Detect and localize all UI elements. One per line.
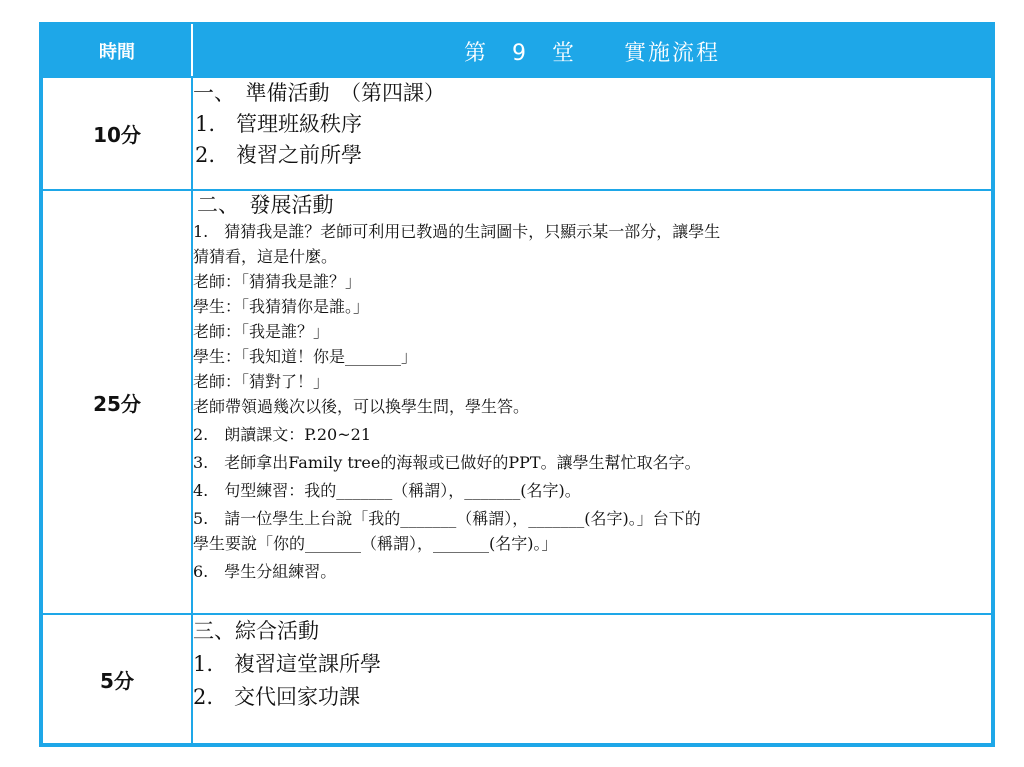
activity-line: 1. 管理班級秩序 (195, 112, 363, 136)
activity-heading: 三、綜合活動 (193, 619, 319, 643)
activity-line: 1. 猜猜我是誰？老師可利用已教過的生詞圖卡，只顯示某一部分，讓學生 (193, 222, 721, 241)
activity-line: 1. 複習這堂課所學 (193, 652, 382, 676)
lesson-plan-table (39, 22, 995, 747)
dialogue-line: 學生：「我知道！你是_______」 (193, 347, 418, 366)
dialogue-line: 老師：「我是誰？」 (193, 322, 330, 341)
activity-line: 5. 請一位學生上台說「我的_______（稱謂），_______(名字)。」台下的 (193, 509, 701, 528)
activity-line: 2. 複習之前所學 (195, 143, 363, 167)
plan-grid (41, 24, 993, 745)
dialogue-line: 學生：「我猜猜你是誰。」 (193, 297, 370, 316)
time-column-header: 時間 (42, 25, 192, 77)
activity-line: 2. 朗讀課文：P.20~21 (193, 425, 372, 444)
activity-line: 6. 學生分組練習。 (193, 562, 337, 581)
activity-cell (192, 614, 992, 744)
table-row (42, 190, 992, 614)
activity-line: 猜猜看，這是什麼。 (193, 247, 338, 266)
header-row (42, 25, 992, 77)
activity-line: 4. 句型練習：我的_______（稱謂），_______(名字)。 (193, 481, 581, 500)
activity-cell (192, 190, 992, 614)
dialogue-line: 老師：「猜對了！」 (193, 372, 330, 391)
table-row (42, 614, 992, 744)
time-cell: 10分 (42, 77, 192, 190)
activity-line: 2. 交代回家功課 (193, 685, 361, 709)
activity-line: 3. 老師拿出Family tree的海報或已做好的PPT。讓學生幫忙取名字。 (193, 453, 701, 472)
table-row (42, 77, 992, 190)
activity-line: 學生要說「你的_______（稱謂），_______(名字)。」 (193, 534, 558, 553)
activity-line: 老師帶領過幾次以後，可以換學生問，學生答。 (193, 397, 530, 416)
time-cell: 25分 (42, 190, 192, 614)
lesson-title: 第 9 堂 實施流程 (192, 25, 992, 77)
activity-cell (192, 77, 992, 190)
activity-heading: 二、 發展活動 (197, 193, 334, 217)
time-cell: 5分 (42, 614, 192, 744)
activity-heading: 一、 準備活動 （第四課） (193, 81, 445, 105)
dialogue-line: 老師：「猜猜我是誰？」 (193, 272, 362, 291)
